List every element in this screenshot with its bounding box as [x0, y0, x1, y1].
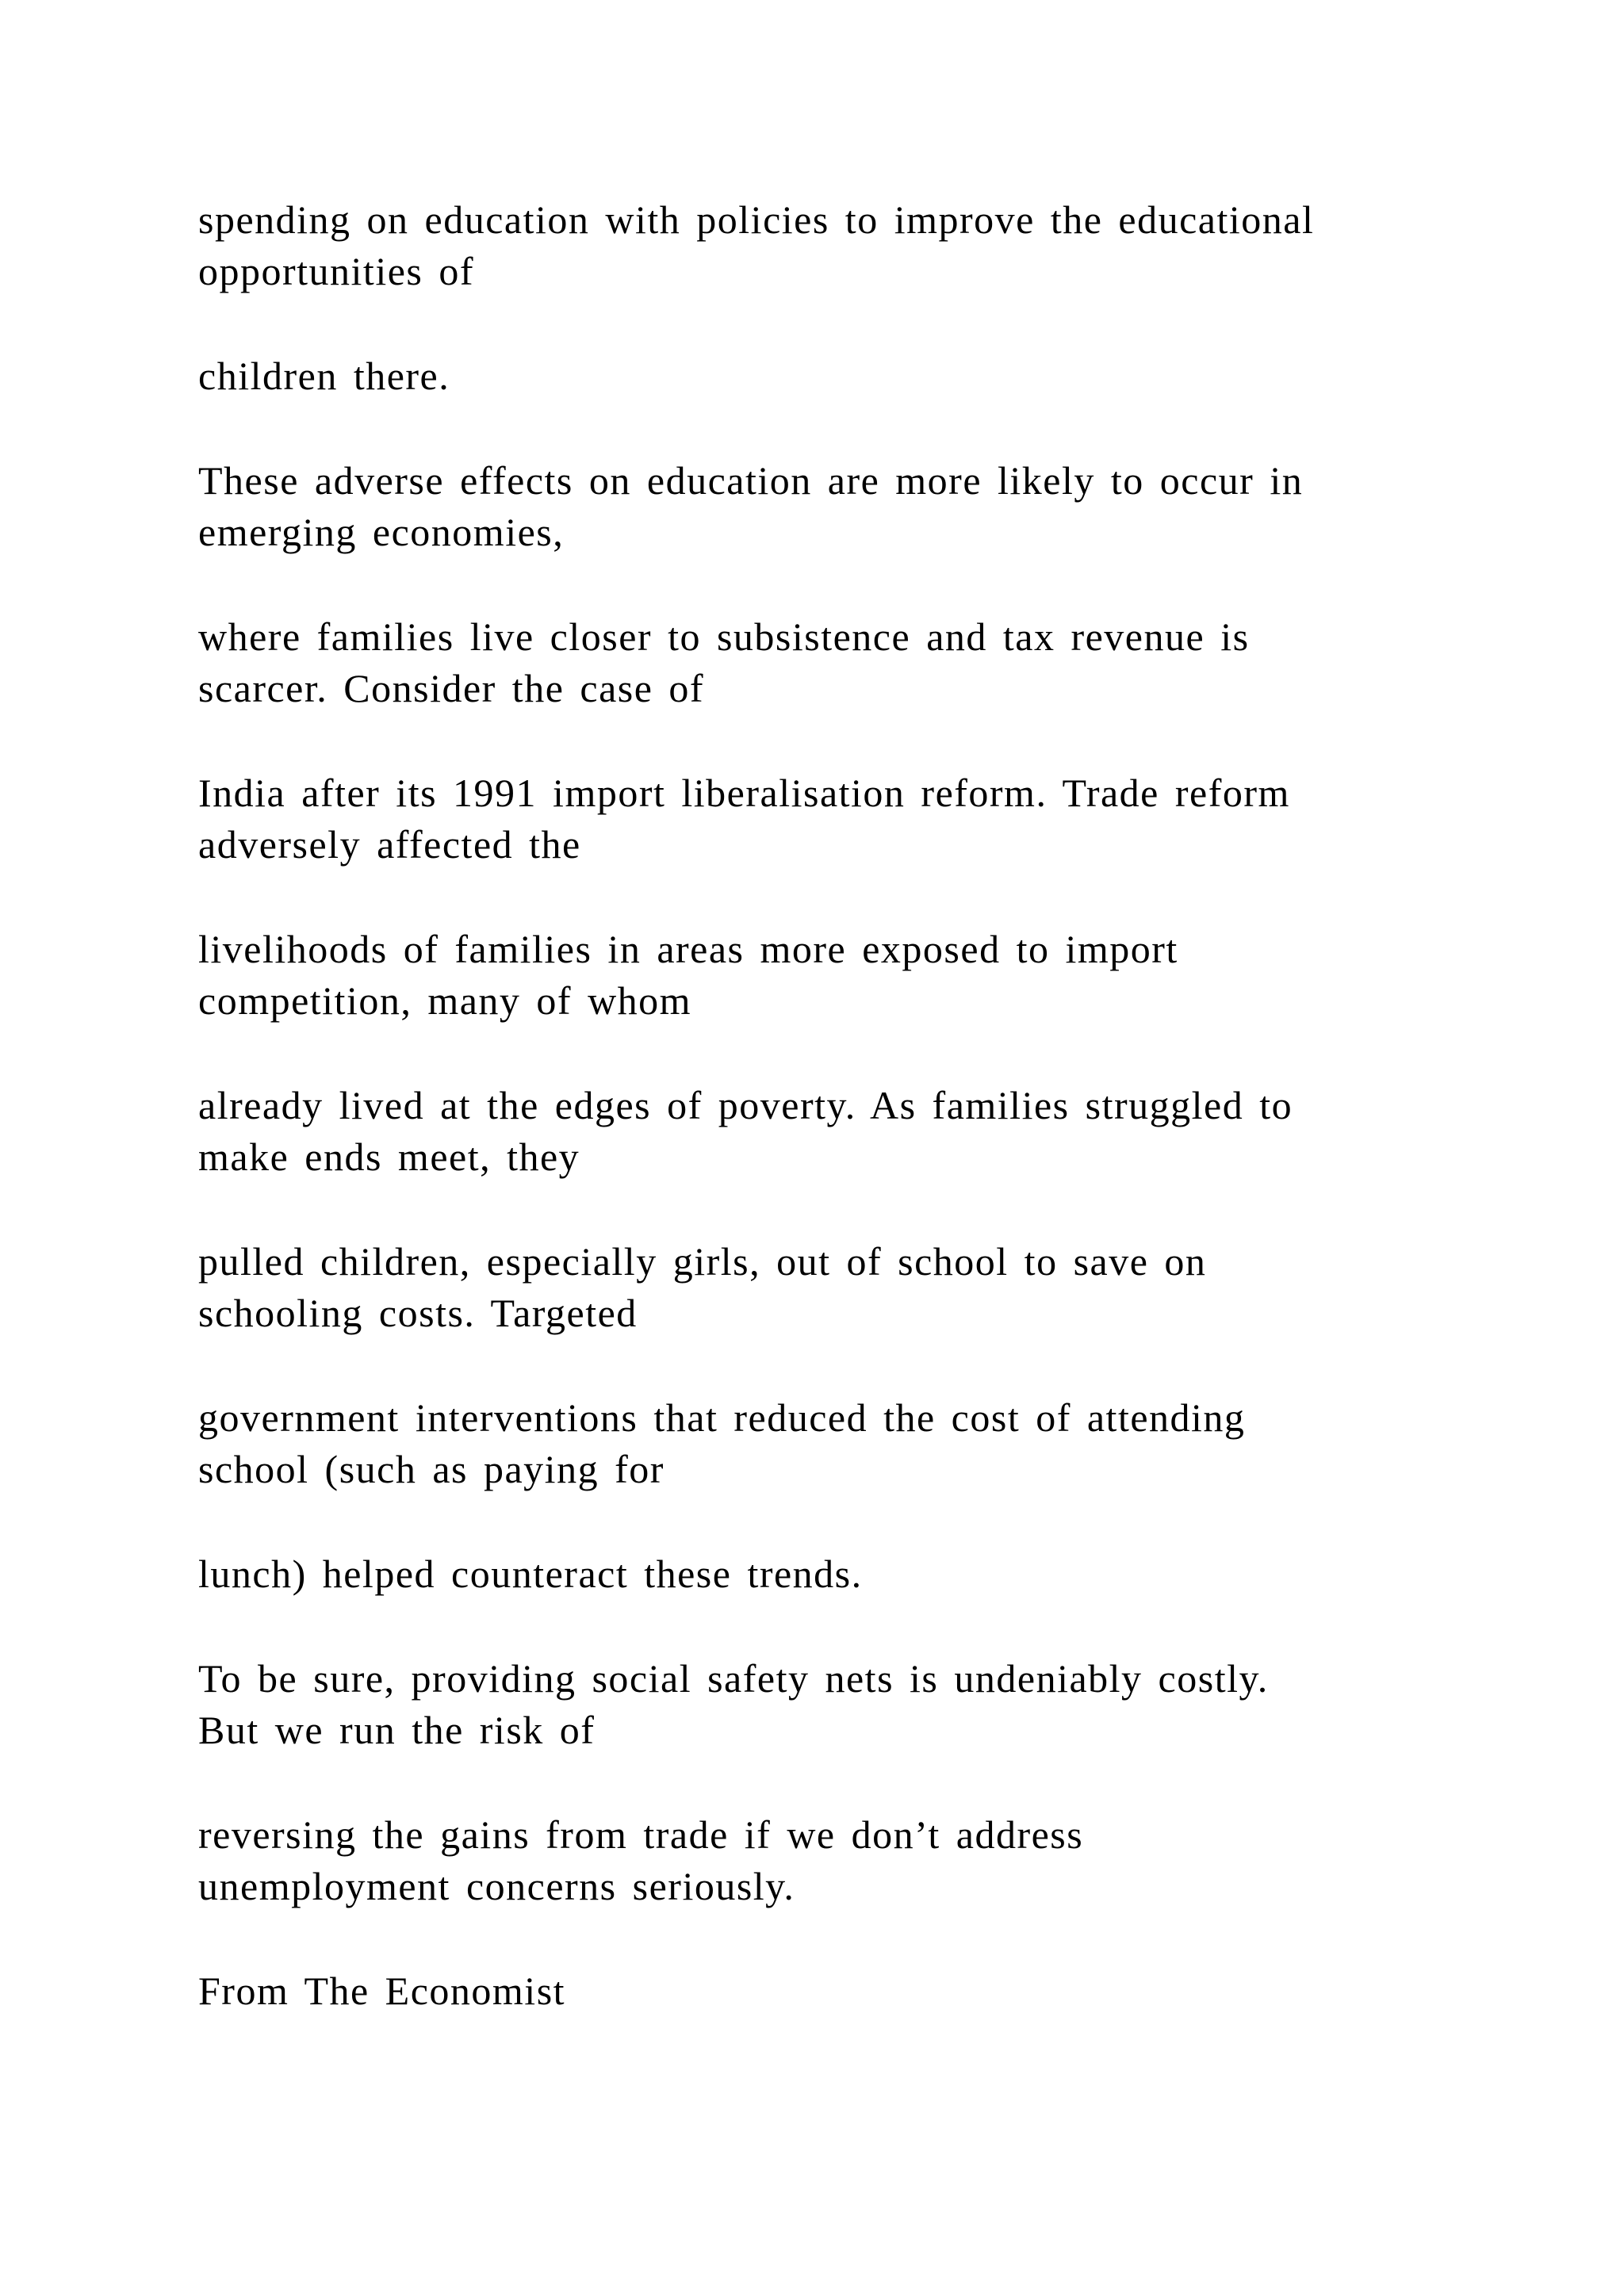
- paragraph: [198, 924, 1435, 1027]
- text-line: From The Economist: [198, 1969, 566, 2013]
- text-line: But we run the risk of: [198, 1708, 596, 1752]
- paragraph: [198, 1392, 1435, 1495]
- text-line: To be sure, providing social safety nets is undeniably costly.: [198, 1656, 1269, 1701]
- text-line: spending on education with policies to improve the educational: [198, 197, 1315, 242]
- source-attribution: [198, 1965, 1435, 2017]
- text-line: school (such as paying for: [198, 1447, 665, 1491]
- text-line: competition, many of whom: [198, 978, 692, 1023]
- text-line: children there.: [198, 354, 450, 398]
- text-line: already lived at the edges of poverty. As families struggled to: [198, 1083, 1293, 1127]
- text-line: lunch) helped counteract these trends.: [198, 1552, 863, 1596]
- text-line: reversing the gains from trade if we don’t address: [198, 1812, 1084, 1857]
- text-line: adversely affected the: [198, 822, 581, 867]
- text-line: make ends meet, they: [198, 1135, 580, 1179]
- text-line: pulled children, especially girls, out of school to save on: [198, 1239, 1207, 1284]
- paragraph: [198, 455, 1435, 558]
- text-line: unemployment concerns seriously.: [198, 1864, 795, 1908]
- paragraph: [198, 1548, 1435, 1600]
- paragraph: [198, 1809, 1435, 1912]
- text-line: schooling costs. Targeted: [198, 1291, 638, 1335]
- document-body: [198, 194, 1435, 2070]
- text-line: emerging economies,: [198, 510, 565, 554]
- text-line: where families live closer to subsistence and tax revenue is: [198, 614, 1250, 659]
- paragraph: [198, 611, 1435, 714]
- paragraph: [198, 1236, 1435, 1339]
- paragraph: [198, 767, 1435, 871]
- text-line: scarcer. Consider the case of: [198, 666, 705, 710]
- paragraph: [198, 194, 1435, 297]
- text-line: livelihoods of families in areas more exposed to import: [198, 927, 1178, 971]
- text-line: opportunities of: [198, 249, 475, 293]
- paragraph: [198, 1080, 1435, 1183]
- text-line: government interventions that reduced the cost of attending: [198, 1395, 1246, 1440]
- text-line: These adverse effects on education are more likely to occur in: [198, 458, 1304, 503]
- text-line: India after its 1991 import liberalisation reform. Trade reform: [198, 771, 1290, 815]
- paragraph: [198, 350, 1435, 402]
- paragraph: [198, 1653, 1435, 1756]
